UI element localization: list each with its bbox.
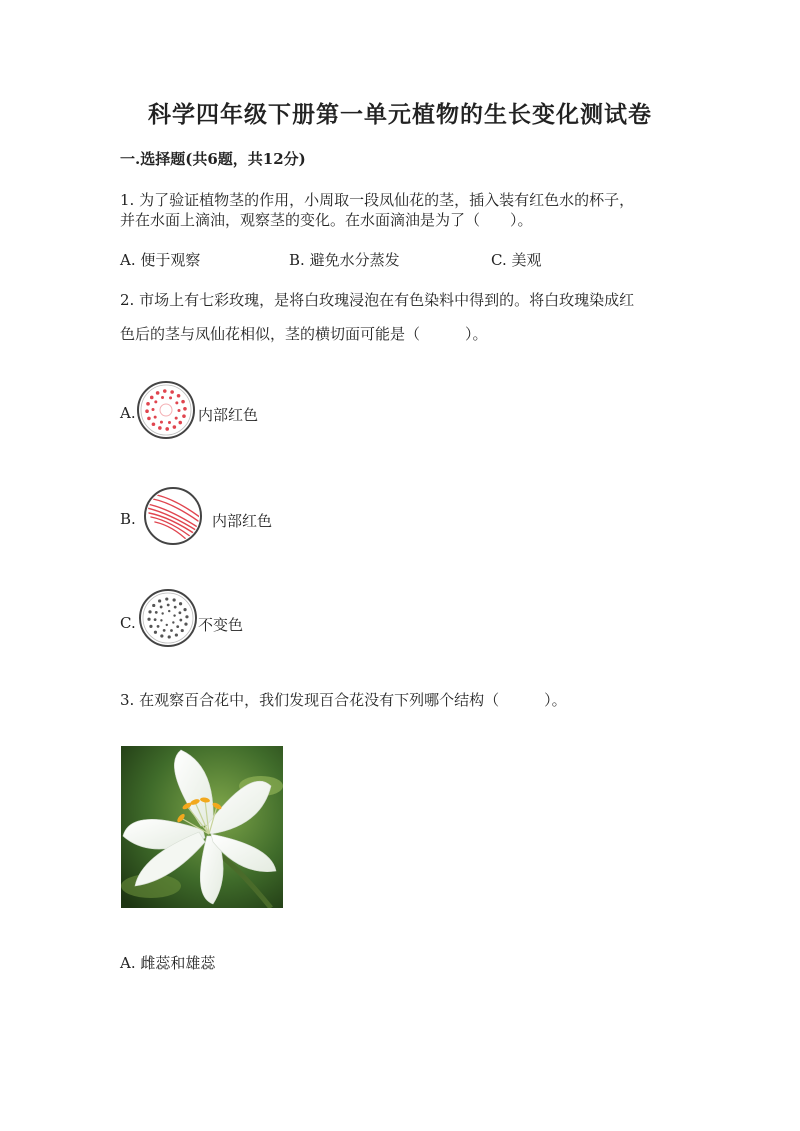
dot: [147, 618, 150, 621]
question-2-line-1: 2. 市场上有七彩玫瑰，是将白玫瑰浸泡在有色染料中得到的。将白玫瑰染成红: [120, 291, 635, 309]
dot: [173, 614, 175, 616]
dot: [184, 623, 187, 626]
dot: [182, 414, 186, 418]
dot: [152, 422, 156, 426]
dot: [181, 400, 185, 404]
dot: [175, 401, 178, 404]
dot: [152, 408, 155, 411]
dot: [145, 409, 149, 413]
q1-option-a[interactable]: [120, 249, 200, 270]
dot: [183, 608, 186, 611]
dot: [146, 402, 150, 406]
dot: [170, 629, 173, 632]
option-text: 雌蕊和雄蕊: [140, 954, 216, 972]
option-letter: B.: [289, 251, 305, 269]
option-letter: A.: [120, 954, 136, 972]
dot: [150, 396, 154, 400]
dot: [173, 598, 176, 601]
dot: [176, 625, 179, 628]
dot: [165, 427, 169, 431]
option-text: 避免水分蒸发: [309, 251, 400, 269]
q1-option-b[interactable]: [289, 249, 400, 270]
dot: [161, 612, 163, 614]
dot: [185, 615, 188, 618]
dot: [148, 610, 151, 613]
dot: [154, 416, 157, 419]
dot: [154, 631, 157, 634]
dot: [178, 421, 182, 425]
question-1-line-2: 并在水面上滴油，观察茎的变化。在水面滴油是为了（ ）。: [120, 211, 533, 229]
option-letter: A.: [120, 251, 136, 269]
dot: [158, 599, 161, 602]
dot: [158, 426, 162, 430]
dot: [160, 421, 163, 424]
option-text: 美观: [511, 251, 542, 269]
q2-option-c-label: 不变色: [198, 616, 244, 634]
dot: [177, 409, 180, 412]
dot: [156, 391, 160, 395]
dot: [183, 407, 187, 411]
q2-option-b-letter: B.: [120, 510, 136, 528]
dot: [149, 625, 152, 628]
dot: [169, 396, 172, 399]
dot: [179, 611, 182, 614]
dot: [157, 625, 160, 628]
page-title: 科学四年级下册第一单元植物的生长变化测试卷: [148, 101, 652, 128]
dot: [174, 606, 177, 609]
dot: [160, 606, 163, 609]
dot: [168, 610, 170, 612]
dot: [179, 619, 182, 622]
dot: [155, 611, 158, 614]
dot: [163, 629, 166, 632]
dot: [175, 417, 178, 420]
dot: [166, 624, 168, 626]
dot: [160, 634, 163, 637]
dot: [154, 400, 157, 403]
dot: [147, 417, 151, 421]
dot: [165, 597, 168, 600]
dot: [170, 390, 174, 394]
dot: [175, 633, 178, 636]
q2-option-a-label: 内部红色: [198, 406, 259, 424]
dot: [179, 602, 182, 605]
dot: [163, 389, 167, 393]
dot: [167, 604, 170, 607]
dot: [173, 425, 177, 429]
section-heading: 一.选择题(共6题，共12分): [120, 150, 306, 168]
dot: [154, 618, 157, 621]
dot: [172, 621, 174, 623]
question-3-line-1: 3. 在观察百合花中，我们发现百合花没有下列哪个结构（ ）。: [120, 691, 567, 709]
dot: [177, 394, 181, 398]
stem-longitudinal-section-red-streaks-icon[interactable]: [143, 486, 203, 546]
option-text: 便于观察: [140, 251, 201, 269]
dot: [181, 629, 184, 632]
dot: [160, 619, 162, 621]
q2-option-a-letter: A.: [120, 404, 136, 422]
question-2-line-2: 色后的茎与凤仙花相似，茎的横切面可能是（ ）。: [120, 325, 488, 343]
white-lily-flower-photo-icon: [121, 746, 283, 908]
stem-cross-section-gray-dots-icon[interactable]: [138, 588, 198, 648]
q2-option-b-label: 内部红色: [212, 512, 273, 530]
dot: [168, 635, 171, 638]
q3-option-a[interactable]: [120, 952, 215, 973]
q2-option-c-letter: C.: [120, 614, 136, 632]
dot: [168, 421, 171, 424]
q1-option-c[interactable]: [491, 249, 542, 270]
stem-cross-section-red-dots-icon[interactable]: [136, 380, 196, 440]
dot: [161, 396, 164, 399]
option-letter: C.: [491, 251, 507, 269]
dot: [152, 604, 155, 607]
question-1-line-1: 1. 为了验证植物茎的作用，小周取一段凤仙花的茎，插入装有红色水的杯子，: [120, 191, 635, 209]
